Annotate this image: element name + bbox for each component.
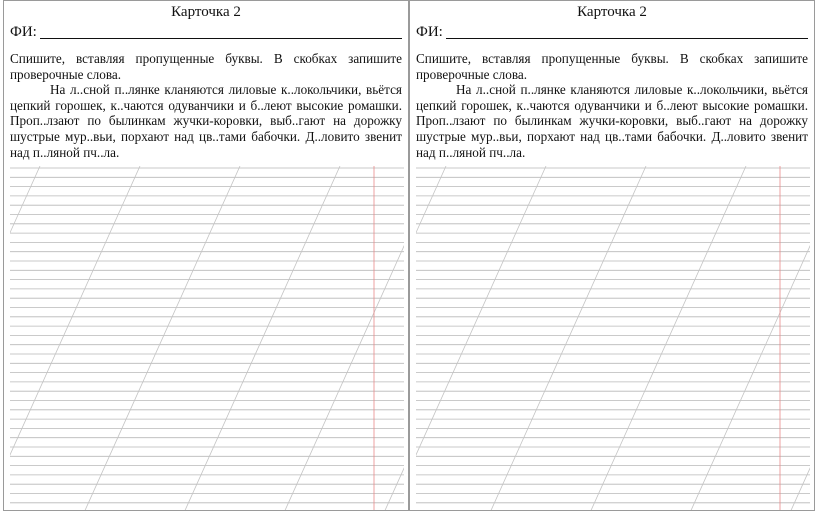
writing-area[interactable] [416, 166, 808, 510]
slant-guide-line [10, 166, 40, 511]
exercise-instruction: Спишите, вставляя пропущенные буквы. В скобках запишите проверочные слова. [10, 51, 402, 82]
exercise-story: На л..сной п..лянке кланяются лиловые к..локольчики, вьётся цепкий горошек, к..чаются одуванчики и б..леют высокие ромашки. Проп..лзают по былинкам жучки-коровки, выб..гают на дорожку шустрые мур..вьи, порхают над цв..тами бабочки. Д..ловито звенит над п..ляной пч..ла. [10, 82, 402, 160]
slant-guide-line [10, 166, 140, 511]
slant-guide-line [416, 166, 446, 511]
slant-guide-line [384, 166, 404, 511]
slant-guide-line [184, 166, 340, 511]
exercise-text [10, 51, 402, 160]
name-field-label: ФИ: [10, 24, 37, 40]
name-field-row [416, 21, 808, 43]
slant-guide-line [416, 166, 546, 511]
card-left [3, 0, 409, 511]
exercise-instruction: Спишите, вставляя пропущенные буквы. В скобках запишите проверочные слова. [416, 51, 808, 82]
slant-guide-line [284, 166, 404, 511]
exercise-text [416, 51, 808, 160]
writing-area[interactable] [10, 166, 402, 510]
card-title: Карточка 2 [577, 4, 647, 20]
name-field-row [10, 21, 402, 43]
name-field-label: ФИ: [416, 24, 443, 40]
exercise-story: На л..сной п..лянке кланяются лиловые к..локольчики, вьётся цепкий горошек, к..чаются одуванчики и б..леют высокие ромашки. Проп..лзают по былинкам жучки-коровки, выб..гают на дорожку шустрые мур..вьи, порхают над цв..тами бабочки. Д..ловито звенит над п..ляной пч..ла. [416, 82, 808, 160]
slant-guide-line [490, 166, 646, 511]
name-field-line[interactable] [40, 38, 402, 39]
ruled-lines [10, 166, 404, 511]
name-field-line[interactable] [446, 38, 808, 39]
slant-guide-line [690, 166, 810, 511]
ruled-lines [416, 166, 810, 511]
slant-guide-line [590, 166, 746, 511]
slant-guide-line [790, 166, 810, 511]
card-right [409, 0, 815, 511]
card-title: Карточка 2 [171, 4, 241, 20]
slant-guide-line [84, 166, 240, 511]
